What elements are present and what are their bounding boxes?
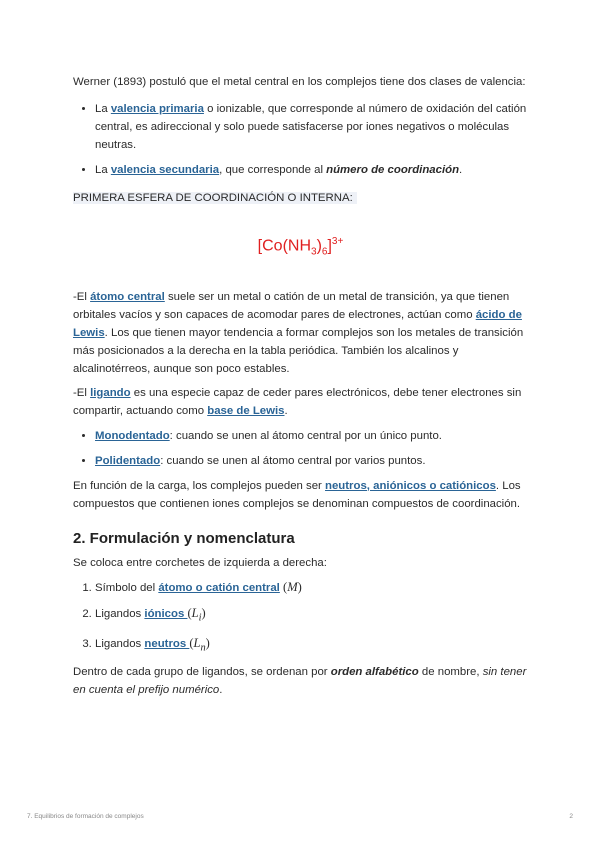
list-item: • Polidentado: cuando se unen al átomo central por varios puntos. [95,452,528,470]
page-footer [27,812,573,822]
closing-paragraph: Dentro de cada grupo de ligandos, se ordenan por orden alfabético de nombre, sin tener en cuenta el prefijo numérico. [73,665,527,696]
formulacion-list [73,578,528,658]
page-number: 2 [569,813,573,820]
atomo-central-link[interactable]: átomo central [90,290,165,303]
math-symbol: $(L_n)$ [189,636,210,654]
carga-paragraph: En función de la carga, los complejos pueden ser neutros, aniónicos o catiónicos. Los compuestos que contienen iones complejos se denominan compuestos de coordinación. [73,479,521,510]
numero-coordinacion-text: número de coordinación [326,164,460,176]
valencia-secundaria-link[interactable]: valencia secundaria [110,164,220,176]
polidentado-link[interactable]: Polidentado [95,454,161,467]
math-symbol: (M) [283,579,302,594]
atomo-cation-link[interactable]: átomo o catión central [158,581,280,594]
ligando-tipos-list [73,427,528,470]
intro-paragraph: Werner (1893) postuló que el metal central en los complejos tiene dos clases de valencia: [73,76,526,88]
sin-prefijo-text: sin tener en cuenta el prefijo numérico [73,665,527,696]
list-item: 2. Ligandos iónicos $(L_i)$ [95,604,528,628]
list-item: • La valencia secundaria, que corresponde al número de coordinación. [95,161,528,179]
ligando-paragraph: -El ligando es una especie capaz de ceder pares electrónicos, debe tener electrones sin compartir, actuando como base de Lewis. [73,386,522,417]
monodentado-link[interactable]: Monodentado [95,429,170,442]
valencia-primaria-link[interactable]: valencia primaria [110,103,204,115]
orden-alfabetico-text: orden alfabético [330,665,419,678]
atomo-central-paragraph: -El átomo central suele ser un metal o catión de un metal de transición, ya que tienen orbitales vacíos y son capaces de acomodar pares de electrones, actúan como ácido de Lewis. Los que tienen mayor tendencia a formar complejos son los metales de transición más posicionados a la derecha en la tabla periódica. También los alcalinos y alcalinotérreos, aunque son poco estables. [73,290,524,375]
carga-link[interactable]: neutros, aniónicos o catiónicos [325,479,496,492]
footer-title: 7. Equilibrios de formación de complejos [27,813,144,820]
math-symbol: $(L_i)$ [187,605,206,624]
neutros-link[interactable]: neutros [144,638,190,651]
document-page [73,73,528,699]
list-item: • La valencia primaria o ionizable, que corresponde al número de oxidación del catión central, es adireccional y solo puede satisfacerse por iones negativos o moléculas neutras. [95,100,528,154]
ligando-link[interactable]: ligando [90,386,131,399]
list-item: 1. Símbolo del átomo o catión central (M) [95,578,528,597]
list-item: • Monodentado: cuando se unen al átomo central por un único punto. [95,427,528,445]
esfera-heading: PRIMERA ESFERA DE COORDINACIÓN O INTERNA: [73,189,528,207]
list-item: 3. Ligandos neutros $(L_n)$ [95,634,528,658]
acido-lewis-link[interactable]: ácido de Lewis [73,308,522,339]
section-heading: 2. Formulación y nomenclatura [73,529,295,547]
valencia-list [73,100,528,179]
section-intro: Se coloca entre corchetes de izquierda a derecha: [73,556,327,569]
ionicos-link[interactable]: iónicos [144,607,188,620]
base-lewis-link[interactable]: base de Lewis [207,404,285,417]
complex-formula: $[Co(NH_3)_6]^{3+}$ [257,236,344,258]
